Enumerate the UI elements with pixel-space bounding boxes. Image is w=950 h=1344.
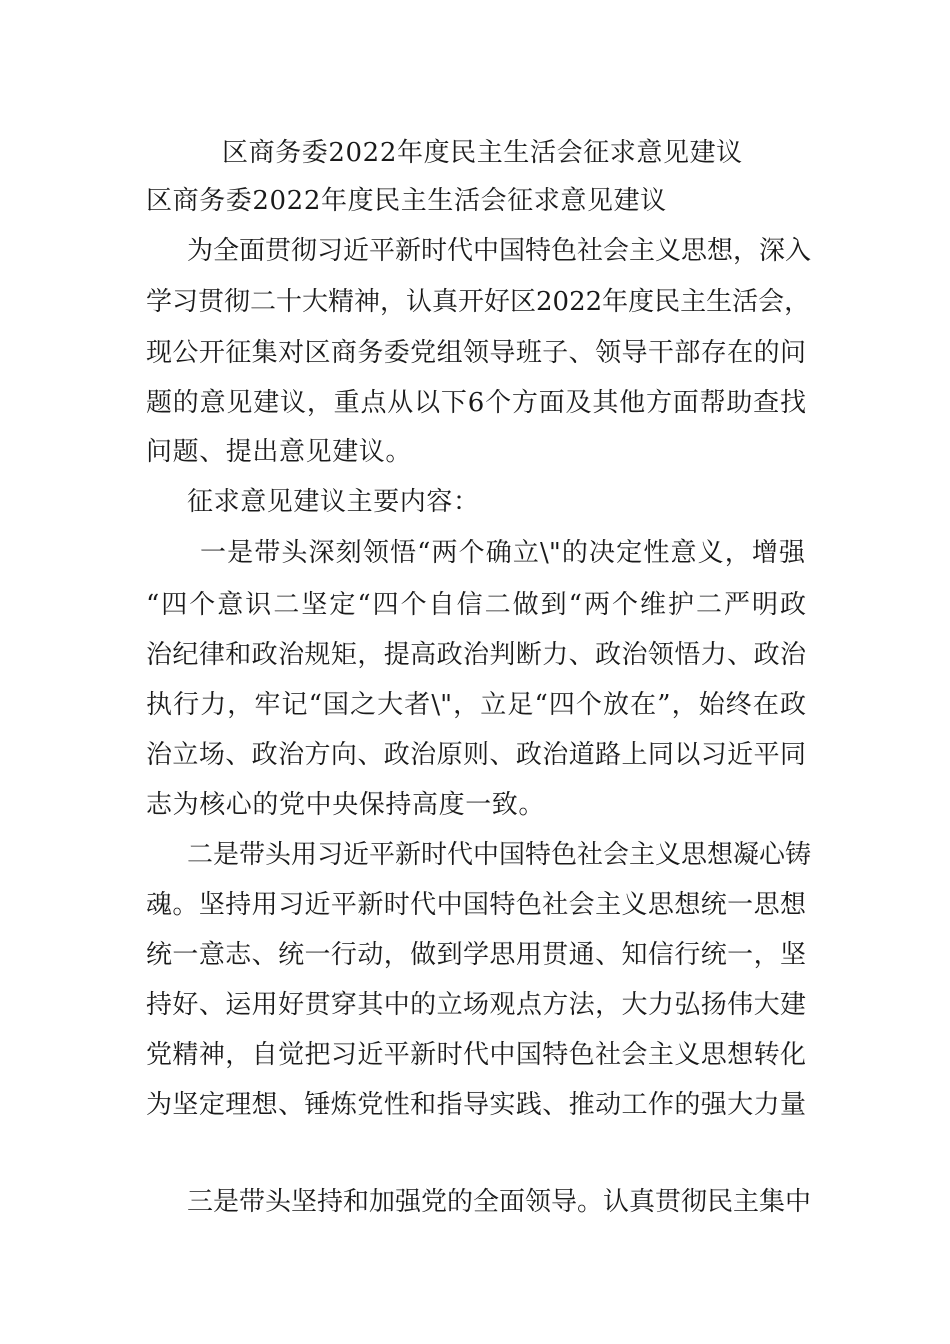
item1-line-5: 治立场、政治方向、政治原则、政治道路上同以习近平同 <box>146 740 806 770</box>
document-subtitle: 区商务委2022年度民主生活会征求意见建议 <box>146 186 667 216</box>
item1-line-1: 一是带头深刻领悟“两个确立\"的决定性意义，增强 <box>200 538 805 568</box>
item2-line-2: 魂。坚持用习近平新时代中国特色社会主义思想统一思想 <box>146 890 806 920</box>
item3-line-1: 三是带头坚持和加强党的全面领导。认真贯彻民主集中 <box>187 1187 812 1217</box>
intro-line-2: 学习贯彻二十大精神，认真开好区2022年度民主生活会， <box>146 287 811 317</box>
item2-line-3: 统一意志、统一行动，做到学思用贯通、知信行统一，坚 <box>146 940 806 970</box>
item2-line-5: 党精神，自觉把习近平新时代中国特色社会主义思想转化 <box>146 1040 806 1070</box>
intro-line-3: 现公开征集对区商务委党组领导班子、领导干部存在的问 <box>146 338 806 368</box>
item2-line-6: 为坚定理想、锤炼党性和指导实践、推动工作的强大力量 <box>146 1090 806 1120</box>
intro-line-1: 为全面贯彻习近平新时代中国特色社会主义思想，深入 <box>187 236 812 266</box>
document-title: 区商务委2022年度民主生活会征求意见建议 <box>222 138 743 168</box>
item2-line-1: 二是带头用习近平新时代中国特色社会主义思想凝心铸 <box>187 840 812 870</box>
item2-line-4: 持好、运用好贯穿其中的立场观点方法，大力弘扬伟大建 <box>146 990 806 1020</box>
item1-line-6: 志为核心的党中央保持高度一致。 <box>146 790 546 820</box>
item1-line-4: 执行力，牢记“国之大者\"，立足“四个放在”，始终在政 <box>146 690 806 720</box>
intro-line-5: 问题、提出意见建议。 <box>146 437 413 467</box>
section-heading: 征求意见建议主要内容： <box>187 487 480 517</box>
item1-line-2: “四个意识二坚定“四个自信二做到“两个维护二严明政 <box>146 590 806 620</box>
item1-line-3: 治纪律和政治规矩，提高政治判断力、政治领悟力、政治 <box>146 640 806 670</box>
intro-line-4: 题的意见建议，重点从以下6个方面及其他方面帮助查找 <box>146 388 806 418</box>
